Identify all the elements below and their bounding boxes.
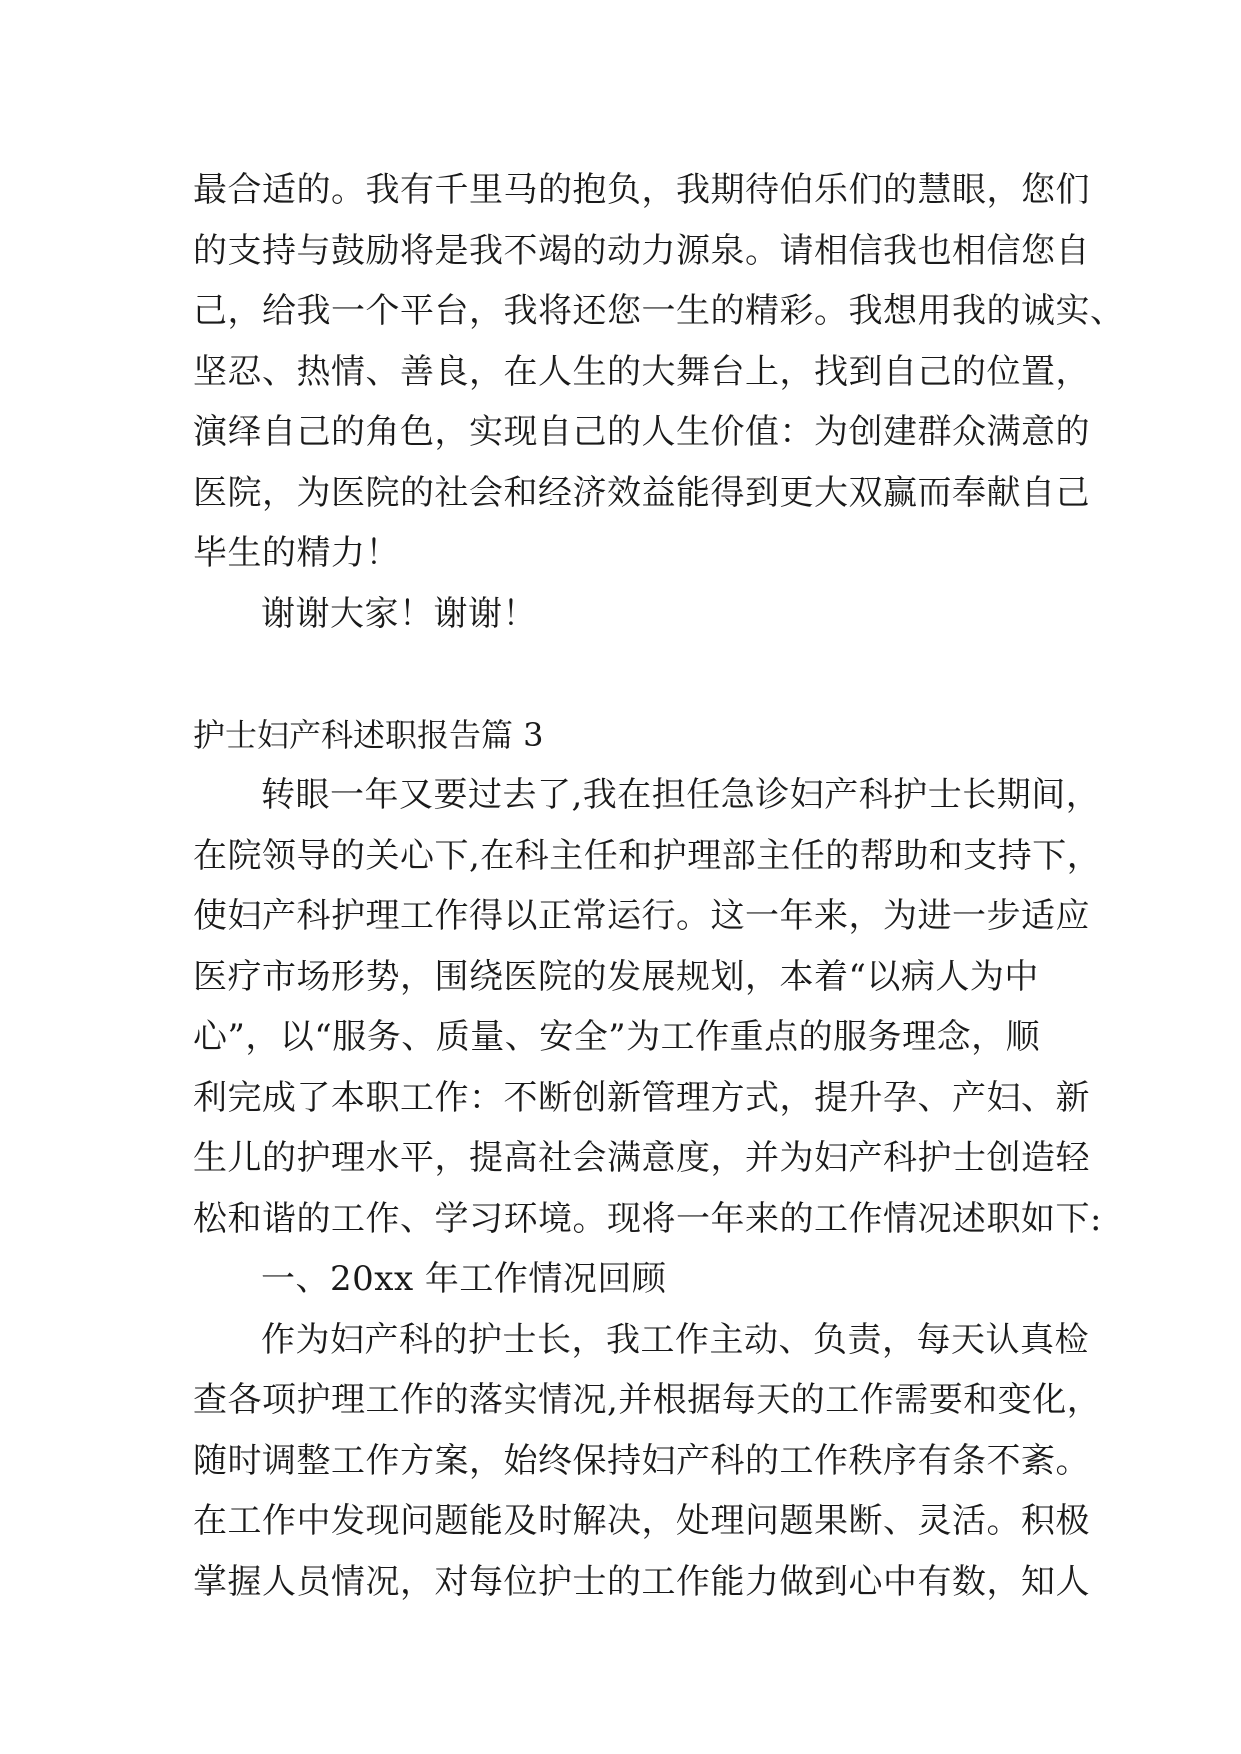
text-line: 己，给我一个平台，我将还您一生的精彩。我想用我的诚实、 [193, 291, 1125, 331]
subsection-heading: 一、20xx 年工作情况回顾 [261, 1259, 667, 1299]
closing-thanks: 谢谢大家！谢谢！ [261, 593, 537, 634]
text-line: 医疗市场形势，围绕医院的发展规划，本着“以病人为中 [193, 956, 1039, 997]
section-spacer [193, 644, 1053, 705]
text-line: 最合适的。我有千里马的抱负，我期待伯乐们的慧眼，您们 [193, 170, 1090, 210]
section-heading: 护士妇产科述职报告篇 3 [193, 715, 544, 754]
text-line: 随时调整工作方案，始终保持妇产科的工作秩序有条不紊。 [193, 1440, 1090, 1481]
text-line: 的支持与鼓励将是我不竭的动力源泉。请相信我也相信您自 [193, 230, 1090, 271]
text-line: 毕生的精力！ [193, 533, 400, 573]
text-line: 心”，以“服务、质量、安全”为工作重点的服务理念，顺 [193, 1017, 1041, 1057]
text-line: 生儿的护理水平，提高社会满意度，并为妇产科护士创造轻 [193, 1138, 1090, 1178]
text-line: 医院，为医院的社会和经济效益能得到更大双赢而奉献自己 [193, 472, 1090, 513]
document-page [193, 160, 1125, 1612]
text-line: 演绎自己的角色，实现自己的人生价值：为创建群众满意的 [193, 412, 1090, 452]
text-line: 坚忍、热情、善良，在人生的大舞台上，找到自己的位置， [193, 351, 1090, 392]
section-2-paragraph-2 [193, 1310, 1102, 1613]
text-line: 查各项护理工作的落实情况,并根据每天的工作需要和变化， [193, 1380, 1102, 1420]
section-2-paragraph-1 [193, 765, 1102, 1249]
section-1-paragraph [193, 160, 1125, 584]
text-line: 在工作中发现问题能及时解决，处理问题果断、灵活。积极 [193, 1501, 1090, 1541]
text-line: 在院领导的关心下,在科主任和护理部主任的帮助和支持下， [193, 835, 1102, 876]
text-line: 使妇产科护理工作得以正常运行。这一年来，为进一步适应 [193, 896, 1090, 936]
text-line: 松和谐的工作、学习环境。现将一年来的工作情况述职如下: [193, 1198, 1102, 1239]
text-line: 作为妇产科的护士长，我工作主动、负责，每天认真检 [261, 1319, 1089, 1360]
text-line: 转眼一年又要过去了,我在担任急诊妇产科护士长期间， [261, 775, 1101, 815]
text-line: 掌握人员情况，对每位护士的工作能力做到心中有数，知人 [193, 1561, 1090, 1602]
text-line: 利完成了本职工作：不断创新管理方式，提升孕、产妇、新 [193, 1077, 1090, 1118]
